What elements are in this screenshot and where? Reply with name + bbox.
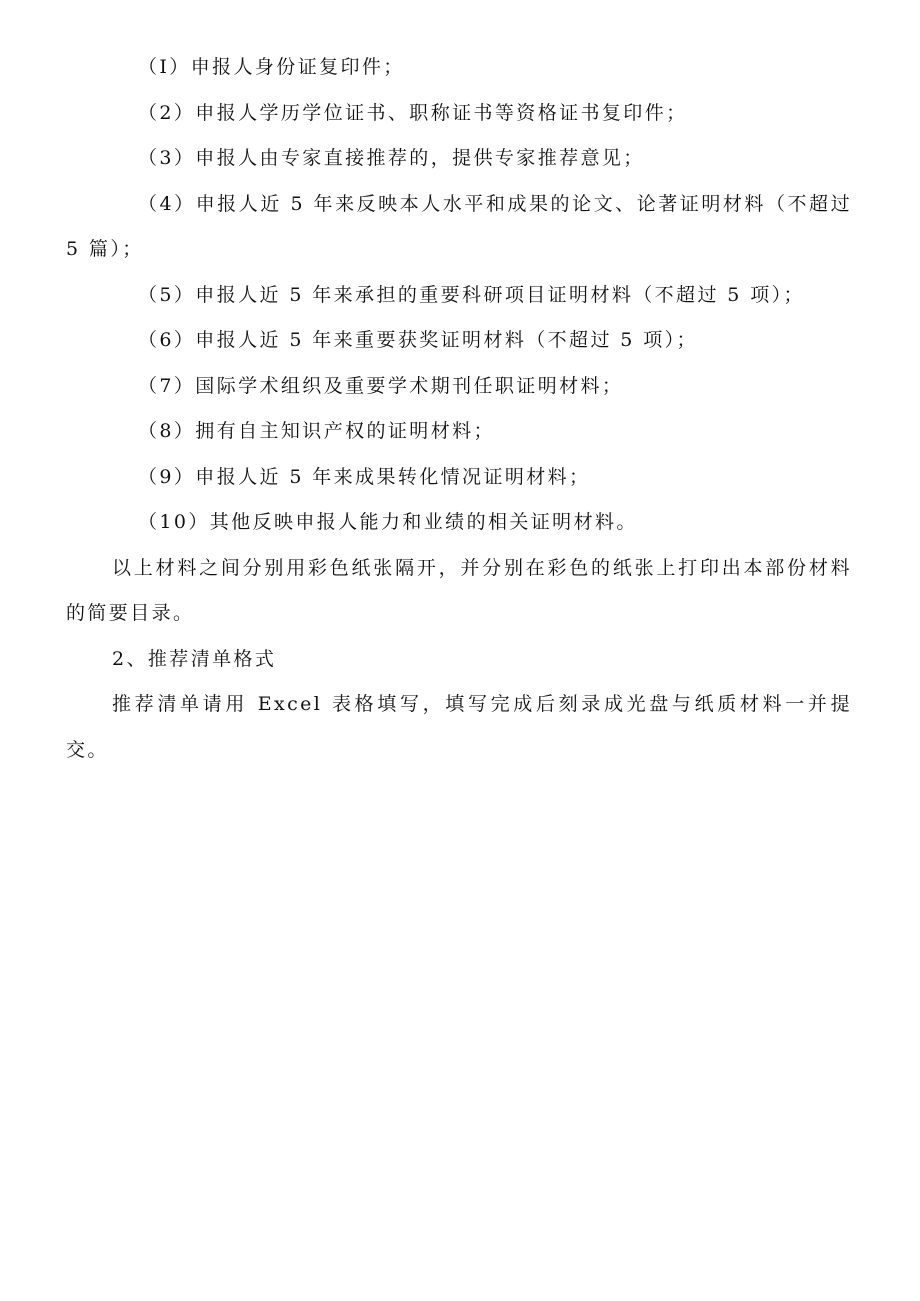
section-body: 推荐清单请用 Excel 表格填写，填写完成后刻录成光盘与纸质材料一并提交。 — [66, 693, 852, 761]
list-item: （I）申报人身份证复印件； — [138, 56, 405, 78]
separator-note: 以上材料之间分别用彩色纸张隔开，并分别在彩色的纸张上打印出本部份材料的简要目录。 — [66, 556, 852, 624]
list-item: （7）国际学术组织及重要学术期刊任职证明材料； — [138, 374, 624, 397]
list-item: （6）申报人近 5 年来重要获奖证明材料（不超过 5 项）； — [138, 329, 698, 351]
list-item: （8）拥有自主知识产权的证明材料； — [138, 420, 495, 442]
list-item: （10）其他反映申报人能力和业绩的相关证明材料。 — [138, 511, 638, 533]
section-heading: 2、推荐清单格式 — [112, 647, 277, 670]
list-item: （3）申报人由专家直接推荐的，提供专家推荐意见； — [138, 147, 645, 169]
list-item: （5）申报人近 5 年来承担的重要科研项目证明材料（不超过 5 项）； — [138, 283, 805, 306]
list-item: （4）申报人近 5 年来反映本人水平和成果的论文、论著证明材料（不超过 5 篇）； — [66, 192, 852, 260]
list-item: （9）申报人近 5 年来成果转化情况证明材料； — [138, 465, 591, 488]
document-body — [66, 45, 852, 773]
list-item: （2）申报人学历学位证书、职称证书等资格证书复印件； — [138, 101, 688, 124]
